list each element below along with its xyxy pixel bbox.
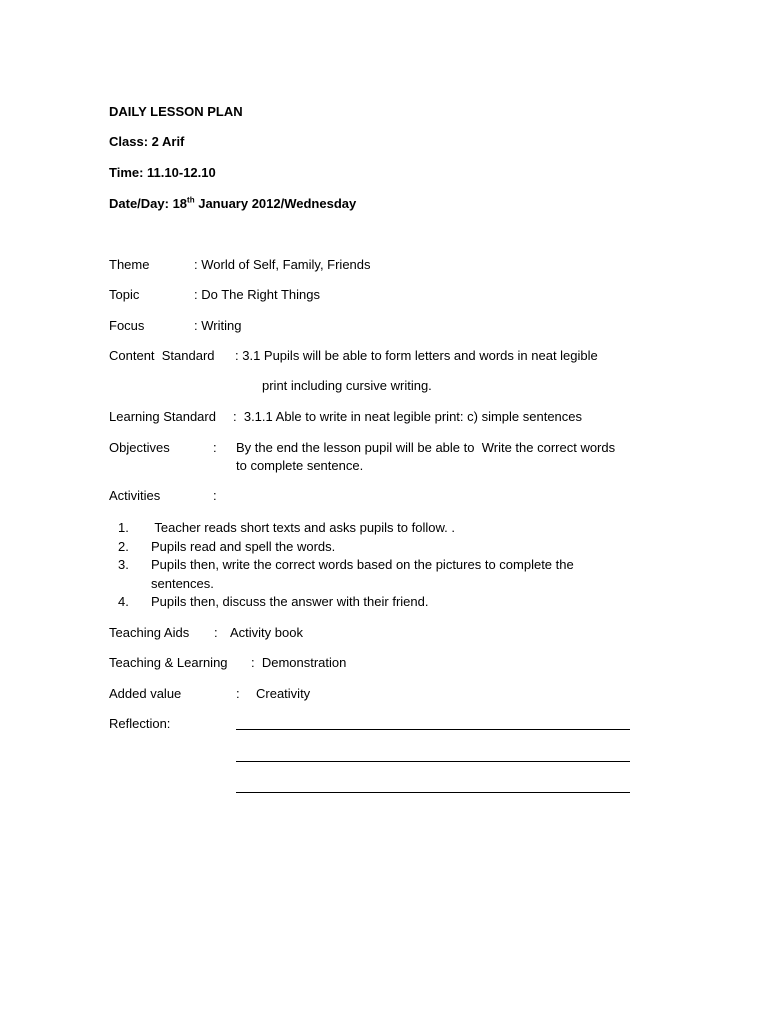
document-title: DAILY LESSON PLAN — [109, 104, 243, 119]
objectives-value-line2: to complete sentence. — [236, 458, 364, 473]
learning-standard-label: Learning Standard — [109, 409, 216, 424]
teaching-aids-label: Teaching Aids — [109, 625, 190, 640]
activities-list — [109, 519, 669, 612]
activity-item — [109, 593, 669, 612]
class-line: Class: 2 Arif — [109, 134, 185, 149]
activity-number: 3. — [118, 557, 129, 572]
reflection-line — [236, 729, 630, 730]
activity-text: Pupils then, write the correct words based on the pictures to complete the — [151, 557, 574, 572]
date-prefix: Date/Day: 18 — [109, 196, 188, 211]
activity-number: 1. — [118, 520, 129, 535]
activity-number: 4. — [118, 594, 129, 609]
added-value-value: Creativity — [256, 686, 311, 701]
date-suffix: January 2012/Wednesday — [194, 196, 357, 211]
objectives-label: Objectives — [109, 440, 170, 455]
theme-label: Theme — [109, 257, 150, 272]
activity-text-cont: sentences. — [151, 575, 214, 591]
objectives-colon: : — [213, 440, 217, 455]
activity-item — [109, 538, 669, 557]
focus-label: Focus — [109, 318, 145, 333]
reflection-line — [236, 761, 630, 762]
teaching-learning-label: Teaching & Learning — [109, 655, 228, 670]
activities-label: Activities — [109, 488, 161, 503]
time-line: Time: 11.10-12.10 — [109, 165, 216, 180]
teaching-aids-value: Activity book — [230, 625, 303, 640]
content-standard-value: : 3.1 Pupils will be able to form letters and words in neat legible — [235, 348, 598, 363]
activity-text: Pupils then, discuss the answer with their friend. — [151, 594, 429, 609]
focus-value: : Writing — [194, 318, 242, 333]
content-standard-value-cont: print including cursive writing. — [262, 378, 432, 393]
activity-item — [109, 519, 669, 538]
activities-colon: : — [213, 488, 217, 503]
added-value-colon: : — [236, 686, 240, 701]
content-standard-label: Content Standard — [109, 348, 215, 363]
teaching-learning-value: : Demonstration — [251, 655, 347, 670]
reflection-line — [236, 792, 630, 793]
teaching-aids-colon: : — [214, 625, 218, 640]
activity-item — [109, 556, 669, 593]
topic-label: Topic — [109, 287, 140, 302]
topic-value: : Do The Right Things — [194, 287, 320, 302]
added-value-label: Added value — [109, 686, 182, 701]
activity-number: 2. — [118, 538, 129, 554]
reflection-label: Reflection: — [109, 716, 171, 731]
learning-standard-value: : 3.1.1 Able to write in neat legible print: c) simple sentences — [233, 409, 583, 424]
activity-text: Pupils read and spell the words. — [151, 538, 336, 554]
theme-value: : World of Self, Family, Friends — [194, 257, 371, 272]
objectives-value-line1: By the end the lesson pupil will be able to Write the correct words — [236, 440, 616, 455]
date-superscript: th — [187, 195, 195, 205]
date-line — [109, 196, 356, 212]
activity-text: Teacher reads short texts and asks pupils to follow. . — [151, 520, 455, 535]
